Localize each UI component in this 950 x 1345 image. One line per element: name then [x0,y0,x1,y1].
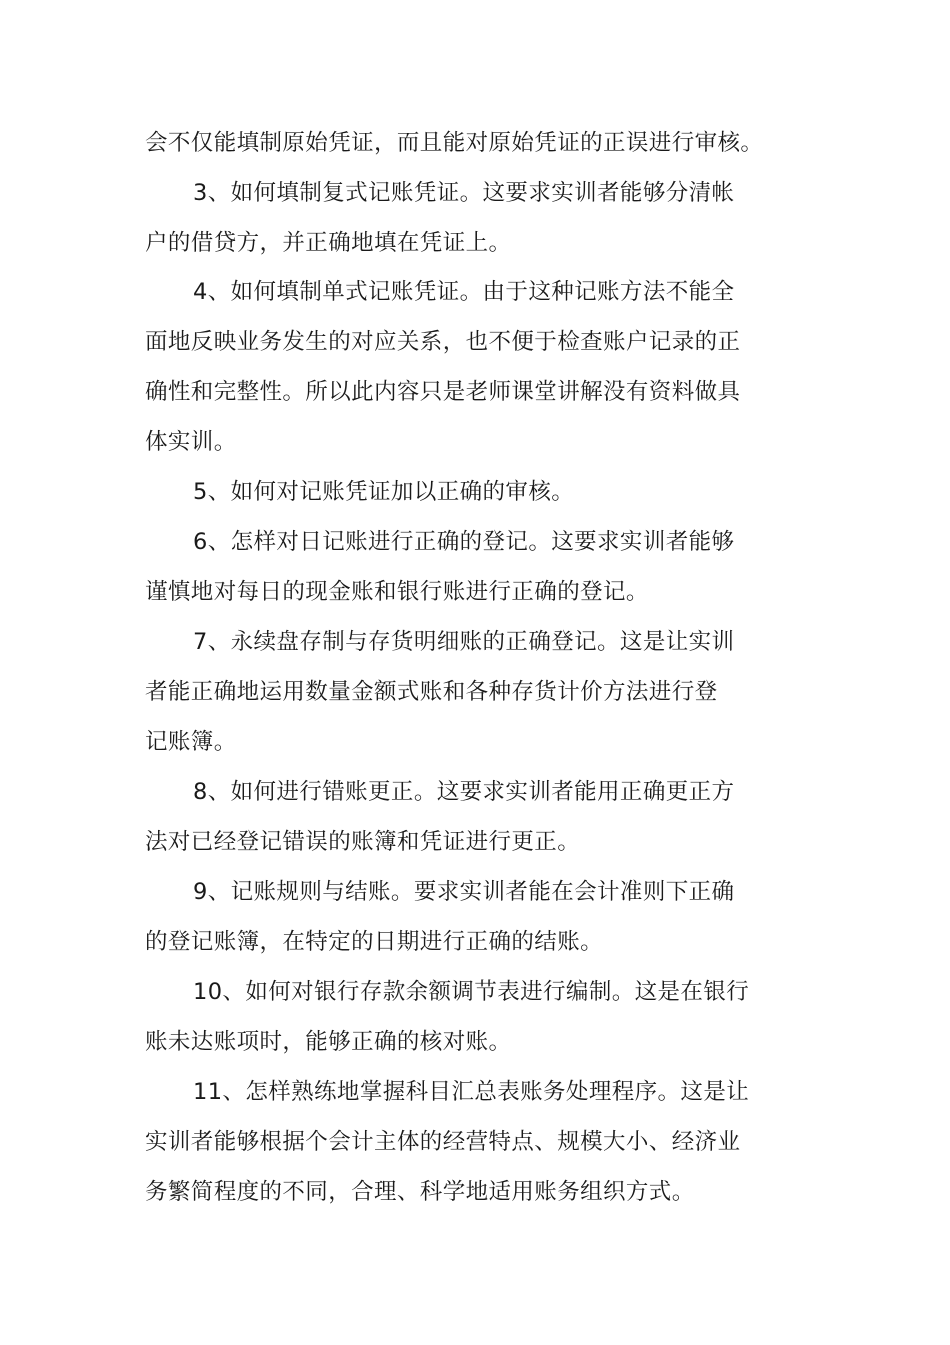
text-line: 体实训。 [145,429,237,455]
text-line: 确性和完整性。所以此内容只是老师课堂讲解没有资料做具 [145,379,741,405]
text-line: 7、永续盘存制与存货明细账的正确登记。这是让实训 [193,629,735,655]
text-line: 实训者能够根据个会计主体的经营特点、规模大小、经济业 [145,1129,741,1155]
text-line: 者能正确地运用数量金额式账和各种存货计价方法进行登 [145,679,718,705]
text-line: 4、如何填制单式记账凭证。由于这种记账方法不能全 [193,279,735,305]
text-line: 3、如何填制复式记账凭证。这要求实训者能够分清帐 [193,180,735,206]
text-line: 户的借贷方，并正确地填在凭证上。 [145,230,512,256]
text-line: 账未达账项时，能够正确的核对账。 [145,1029,512,1055]
text-line: 8、如何进行错账更正。这要求实训者能用正确更正方 [193,779,735,805]
text-line: 记账簿。 [145,729,237,755]
text-line: 法对已经登记错误的账簿和凭证进行更正。 [145,829,581,855]
text-line: 的登记账簿，在特定的日期进行正确的结账。 [145,929,604,955]
text-line: 谨慎地对每日的现金账和银行账进行正确的登记。 [145,579,649,605]
text-line: 11、怎样熟练地掌握科目汇总表账务处理程序。这是让 [193,1079,750,1105]
text-line: 10、如何对银行存款余额调节表进行编制。这是在银行 [193,979,750,1005]
text-line: 会不仅能填制原始凭证，而且能对原始凭证的正误进行审核。 [145,130,764,156]
text-line: 务繁简程度的不同，合理、科学地适用账务组织方式。 [145,1179,695,1205]
text-line: 5、如何对记账凭证加以正确的审核。 [193,479,575,505]
text-line: 9、记账规则与结账。要求实训者能在会计准则下正确 [193,879,735,905]
text-line: 6、怎样对日记账进行正确的登记。这要求实训者能够 [193,529,735,555]
text-line: 面地反映业务发生的对应关系，也不便于检查账户记录的正 [145,329,741,355]
